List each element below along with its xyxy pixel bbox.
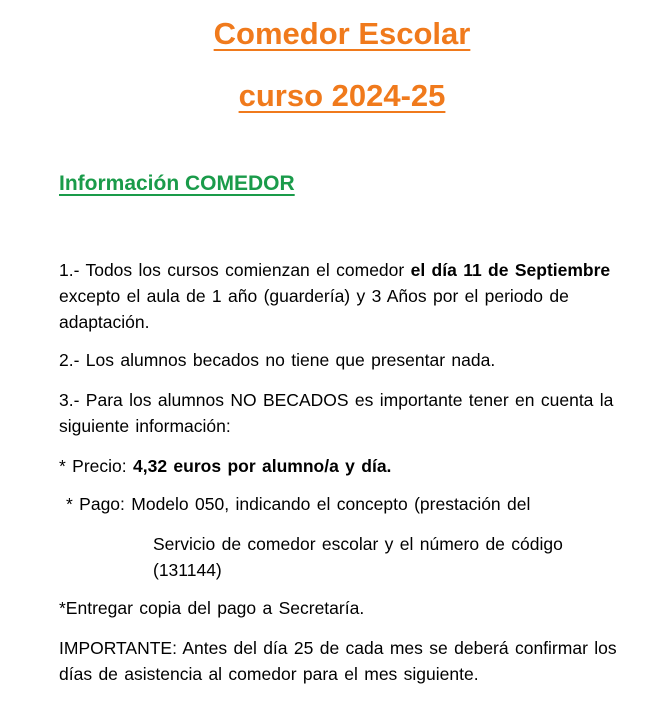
paragraph-payment: * Pago: Modelo 050, indicando el concepto (prestación del [66,494,531,514]
paragraph-start-date-bold: el día 11 de Septiembre [410,260,611,280]
section-heading: Información COMEDOR [59,172,295,195]
paragraph-price [59,453,631,479]
paragraph-start-date-text-b: excepto el aula de 1 año (guardería) y 3 Años por el periodo de adaptación. [59,286,569,332]
price-label: * Precio: [59,456,133,476]
paragraph-payment-concept: Servicio de comedor escolar y el número de código (131144) [153,534,563,580]
price-value: 4,32 euros por alumno/a y día. [133,456,392,476]
paragraph-deliver-copy: *Entregar copia del pago a Secretaría. [59,598,365,618]
paragraph-becados: 2.- Los alumnos becados no tiene que presentar nada. [59,350,496,370]
document-title: Comedor Escolar [213,16,471,51]
paragraph-start-date [59,257,631,335]
paragraph-important: IMPORTANTE: Antes del día 25 de cada mes se deberá confirmar los días de asistencia al comedor para el mes siguiente. [59,638,617,684]
paragraph-start-date-text-a: 1.- Todos los cursos comienzan el comedor [59,260,411,280]
paragraph-no-becados: 3.- Para los alumnos NO BECADOS es importante tener en cuenta la siguiente información: [59,390,614,436]
document-subtitle-course: curso 2024-25 [238,78,446,113]
